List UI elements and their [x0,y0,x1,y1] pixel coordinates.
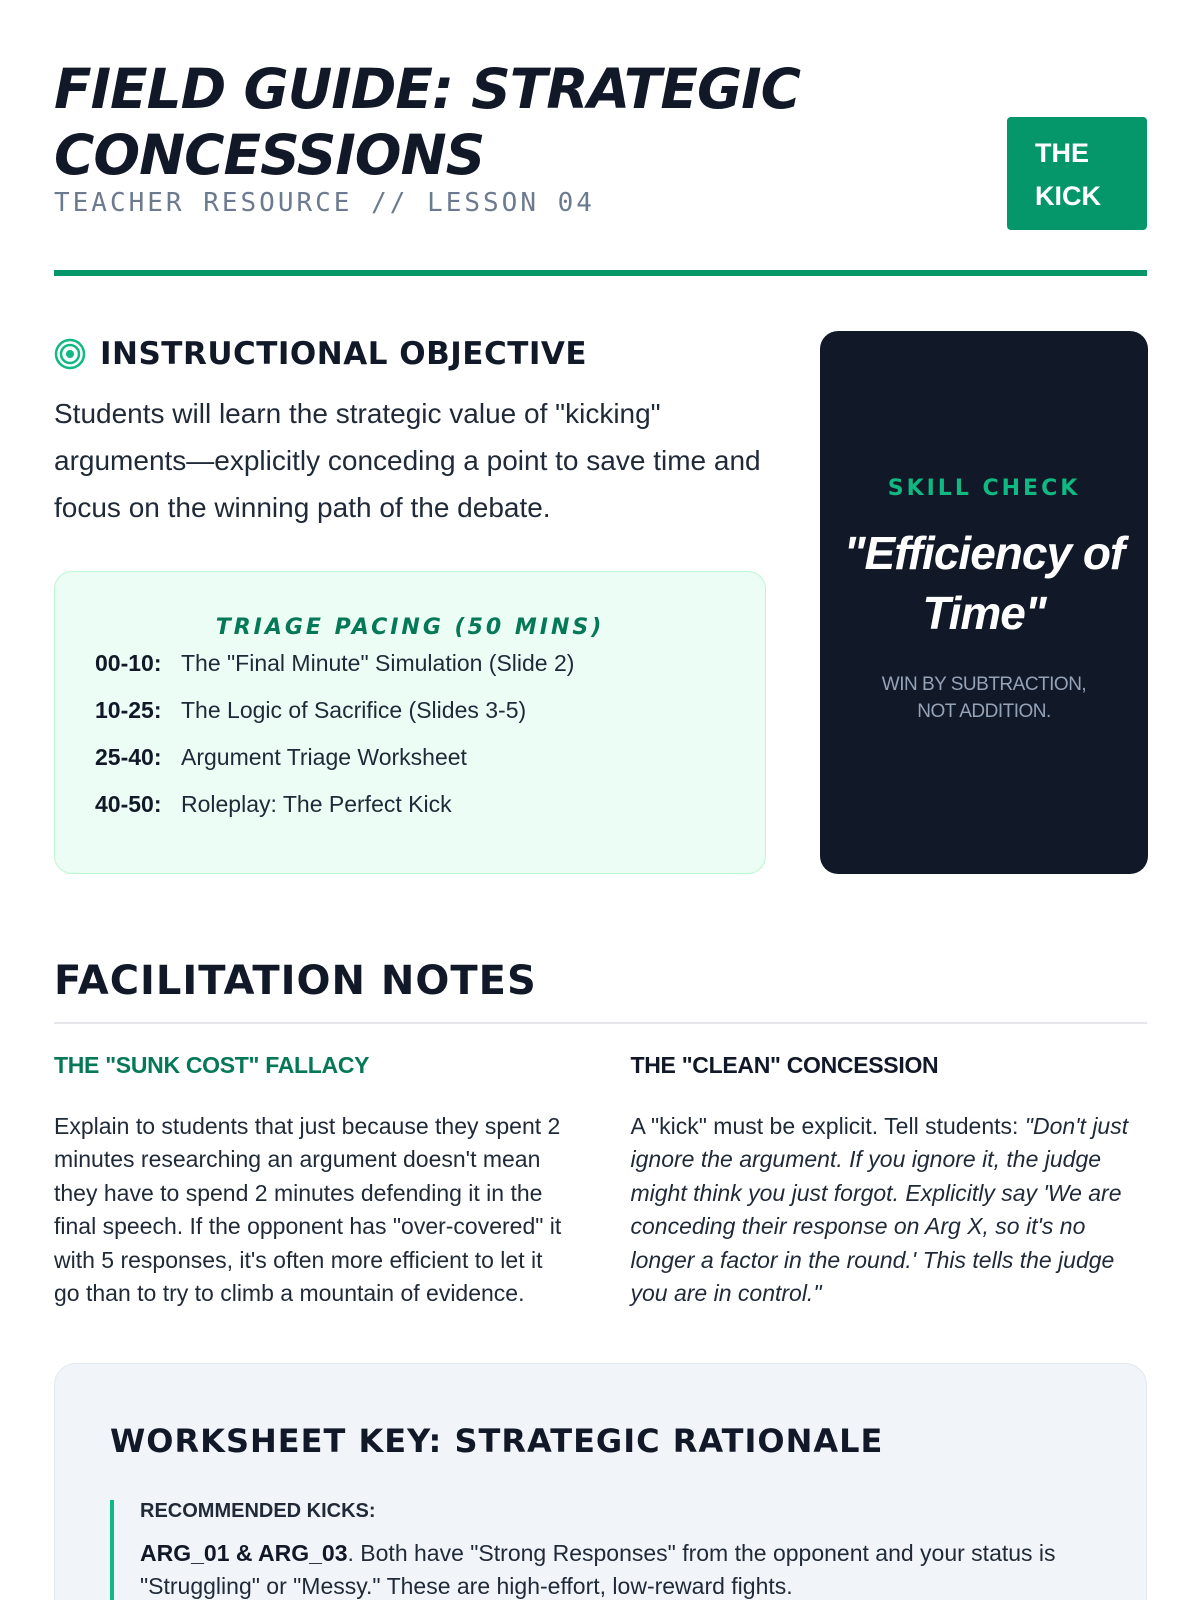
pacing-activity: The "Final Minute" Simulation (Slide 2) [181,650,575,676]
pacing-time: 40-50: [95,791,162,817]
header-divider [54,270,1147,276]
pacing-time: 25-40: [95,744,162,770]
pacing-box [54,571,766,874]
worksheet-label: RECOMMENDED KICKS: [140,1500,376,1522]
pacing-row [95,744,725,791]
objective-title: INSTRUCTIONAL OBJECTIVE [100,336,588,372]
target-icon [54,338,86,370]
skill-check-tagline: WIN BY SUBTRACTION, NOT ADDITION. [881,674,1087,722]
note-quote: "Don't just ignore the argument. If you ignore it, the judge might think you just forgot. Explicitly say 'We are conceding their response on Arg X, so it's no longer a factor in the round.' This tells the judge you are in control." [630,1113,1129,1307]
objective-text: Students will learn the strategic value of "kicking" arguments—explicitly conceding a point to save time and focus on the winning path of the debate. [54,398,761,523]
page-subtitle: TEACHER RESOURCE // LESSON 04 [54,188,595,218]
note-sunk-cost [54,1052,571,1310]
note-text [631,1110,1148,1310]
skill-check-quote: "Efficiency of Time" [843,527,1125,639]
note-lead: A "kick" must be explicit. Tell students: [630,1113,1025,1139]
facilitation-section [54,958,1147,1310]
facilitation-columns [54,1052,1147,1310]
pacing-row [95,791,725,838]
note-title: THE "CLEAN" CONCESSION [630,1052,939,1078]
note-clean-concession [631,1052,1148,1310]
pacing-activity: The Logic of Sacrifice (Slides 3-5) [181,697,527,723]
worksheet-title: WORKSHEET KEY: STRATEGIC RATIONALE [110,1422,884,1460]
kick-badge-line-1: THE [1035,138,1089,168]
objective-section [54,336,766,531]
facilitation-title: FACILITATION NOTES [54,958,537,1004]
pacing-activity: Argument Triage Worksheet [181,744,467,770]
page-title: FIELD GUIDE: STRATEGIC CONCESSIONS [54,57,800,187]
kick-badge-line-2: KICK [1035,181,1101,211]
worksheet-key [54,1363,1147,1600]
worksheet-text [140,1537,1091,1600]
pacing-row [95,650,725,697]
page-header [54,56,1147,278]
kick-badge [1007,117,1147,230]
facilitation-divider [54,1022,1147,1024]
worksheet-recommendation [110,1500,1091,1600]
pacing-title: TRIAGE PACING (50 MINS) [215,615,605,640]
pacing-activity: Roleplay: The Perfect Kick [181,791,452,817]
pacing-time: 10-25: [95,697,162,723]
worksheet-args: ARG_01 & ARG_03 [140,1540,348,1566]
worksheet-rationale: . Both have "Strong Responses" from the opponent and your status is "Struggling" or "Messy." These are high-effort, low-reward fights. [140,1540,1056,1599]
skill-check-label: SKILL CHECK [887,476,1081,501]
skill-check-card [820,331,1148,874]
note-text: Explain to students that just because they spent 2 minutes researching an argument doesn't mean they have to spend 2 minutes defending it in the final speech. If the opponent has "over-covered" it with 5 responses, it's often more efficient to let it go than to try to climb a mountain of evidence. [54,1113,562,1307]
pacing-row [95,697,725,744]
pacing-time: 00-10: [95,650,162,676]
objective-heading [54,336,766,372]
note-title: THE "SUNK COST" FALLACY [54,1052,370,1078]
